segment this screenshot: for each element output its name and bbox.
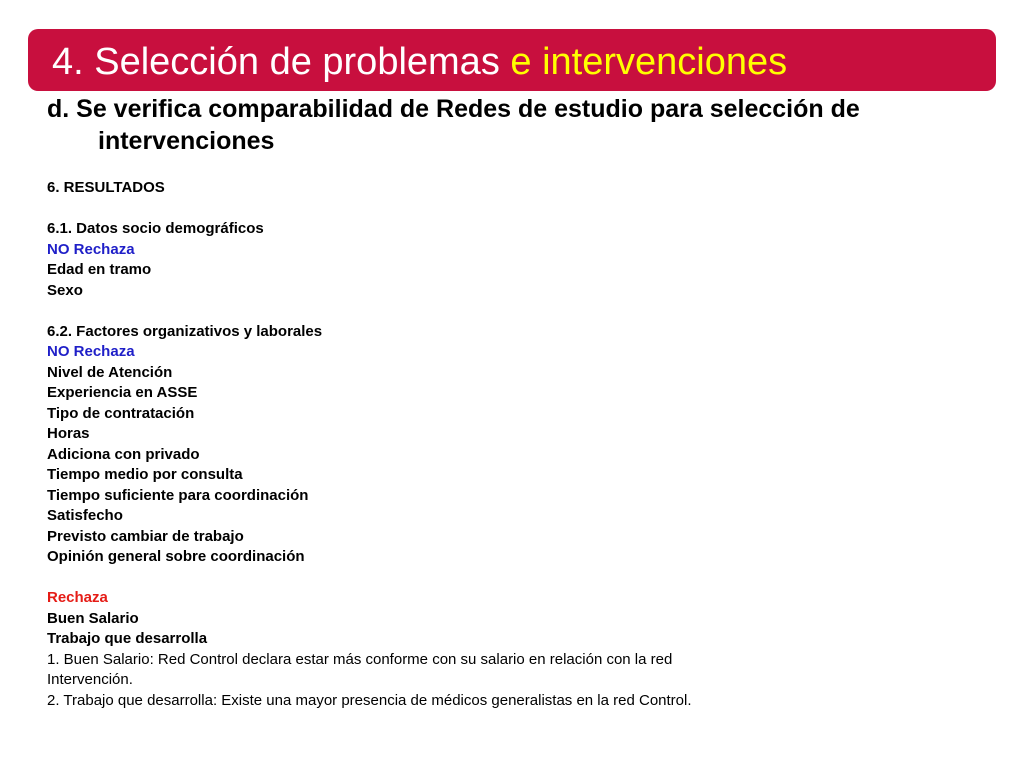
list-item: Sexo — [47, 281, 83, 299]
list-item: Edad en tramo — [47, 261, 152, 278]
list-item: Experiencia en ASSE — [47, 384, 198, 401]
list-item: Opinión general sobre coordinación — [47, 548, 305, 565]
group2-status: NO Rechaza — [47, 343, 135, 360]
list-item: Adiciona con privado — [47, 445, 200, 463]
list-item: Satisfecho — [47, 507, 123, 524]
list-item: Tipo de contratación — [47, 404, 195, 422]
list-item: Tiempo medio por consulta — [47, 466, 243, 483]
section-heading: 6. RESULTADOS — [47, 179, 165, 196]
group1-status: NO Rechaza — [47, 240, 135, 258]
slide-subtitle: d. Se verifica comparabilidad de Redes de estudio para selección de intervenciones — [47, 95, 860, 155]
note-2: 2. Trabajo que desarrolla: Existe una mayor presencia de médicos generalistas en la red Control. — [47, 691, 692, 709]
slide-body — [47, 178, 727, 711]
list-item: Buen Salario — [47, 609, 139, 627]
list-item: Nivel de Atención — [47, 363, 173, 381]
note-1: 1. Buen Salario: Red Control declara estar más conforme con su salario en relación con la red Intervención. — [47, 650, 673, 688]
group1-heading: 6.1. Datos socio demográficos — [47, 220, 264, 237]
list-item: Previsto cambiar de trabajo — [47, 527, 244, 545]
slide-title — [52, 38, 787, 86]
title-part-2-highlight: e intervenciones — [510, 41, 788, 83]
list-item: Horas — [47, 425, 90, 442]
group2-heading: 6.2. Factores organizativos y laborales — [47, 322, 323, 340]
title-part-1: 4. Selección de problemas — [52, 41, 511, 83]
list-item: Trabajo que desarrolla — [47, 630, 208, 647]
list-item: Tiempo suficiente para coordinación — [47, 486, 309, 504]
group3-status: Rechaza — [47, 589, 108, 606]
